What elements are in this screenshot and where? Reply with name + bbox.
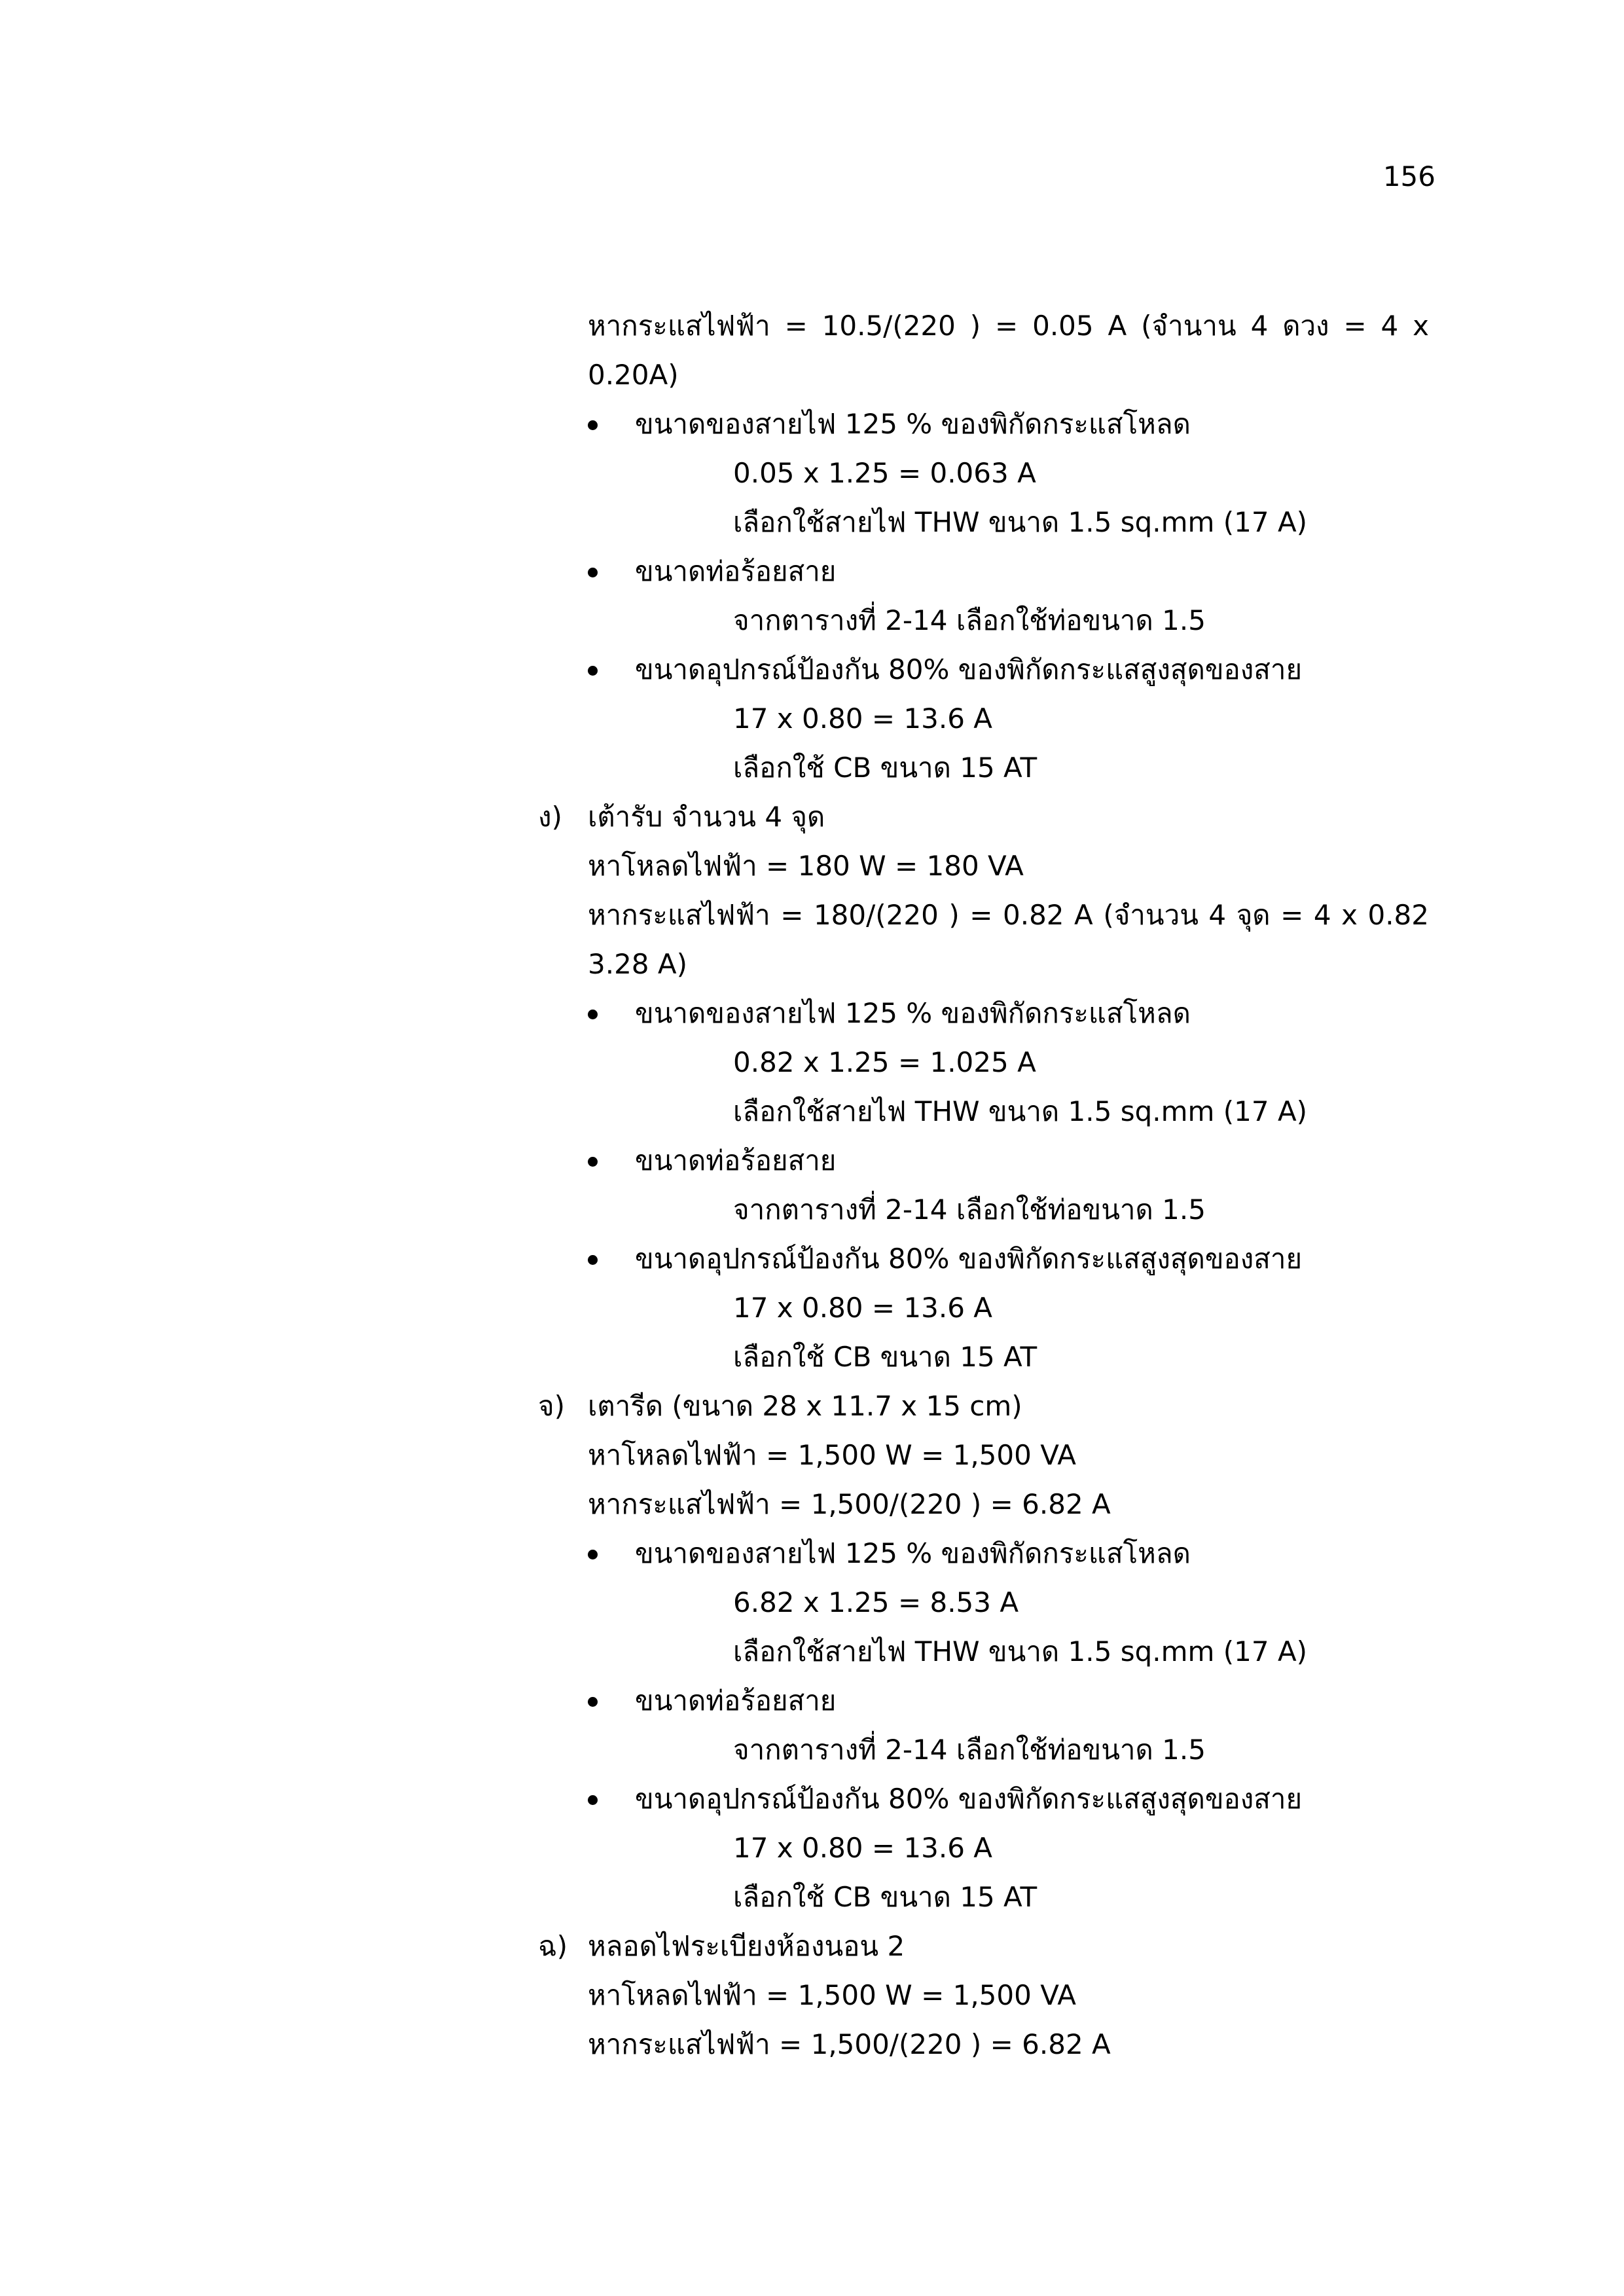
bullet-item bbox=[0, 645, 1624, 694]
calculation-line bbox=[0, 1578, 1624, 1627]
line-text: ขนาดของสายไฟ 125 % ของพิกัดกระแสโหลด bbox=[635, 408, 1191, 440]
body-line bbox=[0, 841, 1624, 890]
line-text: ขนาดท่อร้อยสาย bbox=[635, 555, 837, 587]
line-text: 17 x 0.80 = 13.6 A bbox=[733, 1292, 993, 1324]
calculation-line bbox=[0, 498, 1624, 547]
body-line bbox=[0, 301, 1624, 350]
section-heading bbox=[0, 1381, 1624, 1430]
line-text: ขนาดอุปกรณ์ป้องกัน 80% ของพิกัดกระแสสูงสุดของสาย bbox=[635, 1783, 1303, 1815]
line-text: หากระแสไฟฟ้า = 1,500/(220 ) = 6.82 A bbox=[588, 1488, 1111, 1520]
section-marker: ฉ) bbox=[538, 1930, 568, 1962]
body-line bbox=[0, 890, 1624, 939]
calculation-line bbox=[0, 1087, 1624, 1136]
bullet-item bbox=[0, 399, 1624, 448]
calculation-line bbox=[0, 1823, 1624, 1872]
line-text: หาโหลดไฟฟ้า = 180 W = 180 VA bbox=[588, 850, 1024, 882]
calculation-line bbox=[0, 694, 1624, 743]
line-text: หลอดไฟระเบียงห้องนอน 2 bbox=[588, 1930, 905, 1962]
line-text: 0.82 x 1.25 = 1.025 A bbox=[733, 1046, 1036, 1078]
line-text: ขนาดอุปกรณ์ป้องกัน 80% ของพิกัดกระแสสูงสุดของสาย bbox=[635, 1243, 1303, 1275]
line-text: 17 x 0.80 = 13.6 A bbox=[733, 1832, 993, 1864]
line-text: จากตารางที่ 2-14 เลือกใช้ท่อขนาด 1.5 bbox=[733, 1734, 1206, 1766]
bullet-item bbox=[0, 989, 1624, 1038]
line-text: เลือกใช้สายไฟ THW ขนาด 1.5 sq.mm (17 A) bbox=[733, 1095, 1308, 1127]
section-marker: ง) bbox=[538, 801, 562, 833]
section-heading bbox=[0, 792, 1624, 841]
line-text: จากตารางที่ 2-14 เลือกใช้ท่อขนาด 1.5 bbox=[733, 1194, 1206, 1226]
section-marker: จ) bbox=[538, 1390, 565, 1422]
bullet-item bbox=[0, 1774, 1624, 1823]
line-text: 17 x 0.80 = 13.6 A bbox=[733, 702, 993, 735]
document-body bbox=[0, 301, 1624, 2069]
body-line bbox=[0, 939, 1624, 989]
line-text: ขนาดของสายไฟ 125 % ของพิกัดกระแสโหลด bbox=[635, 997, 1191, 1029]
line-text: เลือกใช้สายไฟ THW ขนาด 1.5 sq.mm (17 A) bbox=[733, 506, 1308, 538]
line-text: จากตารางที่ 2-14 เลือกใช้ท่อขนาด 1.5 bbox=[733, 604, 1206, 636]
body-line bbox=[0, 1480, 1624, 1529]
line-text: ขนาดของสายไฟ 125 % ของพิกัดกระแสโหลด bbox=[635, 1537, 1191, 1569]
page-number: 156 bbox=[1382, 160, 1435, 192]
line-text: หาโหลดไฟฟ้า = 1,500 W = 1,500 VA bbox=[588, 1439, 1076, 1471]
line-text: 3.28 A) bbox=[588, 948, 687, 980]
line-text: เลือกใช้สายไฟ THW ขนาด 1.5 sq.mm (17 A) bbox=[733, 1635, 1308, 1667]
line-text: ขนาดอุปกรณ์ป้องกัน 80% ของพิกัดกระแสสูงสุดของสาย bbox=[635, 653, 1303, 685]
calculation-line bbox=[0, 1872, 1624, 1922]
bullet-item bbox=[0, 1234, 1624, 1283]
bullet-item bbox=[0, 547, 1624, 596]
line-text: เลือกใช้ CB ขนาด 15 AT bbox=[733, 1881, 1038, 1913]
calculation-line bbox=[0, 743, 1624, 792]
calculation-line bbox=[0, 1627, 1624, 1676]
line-text: ขนาดท่อร้อยสาย bbox=[635, 1144, 837, 1176]
line-text: เลือกใช้ CB ขนาด 15 AT bbox=[733, 1341, 1038, 1373]
bullet-item bbox=[0, 1529, 1624, 1578]
line-text: หากระแสไฟฟ้า = 10.5/(220 ) = 0.05 A (จำนาน 4 ดวง = 4 x bbox=[588, 310, 1429, 342]
line-text: ขนาดท่อร้อยสาย bbox=[635, 1685, 837, 1717]
line-text: เตารีด (ขนาด 28 x 11.7 x 15 cm) bbox=[588, 1390, 1022, 1422]
line-text: เลือกใช้ CB ขนาด 15 AT bbox=[733, 752, 1038, 784]
calculation-line bbox=[0, 1038, 1624, 1087]
section-heading bbox=[0, 1922, 1624, 1971]
line-text: หาโหลดไฟฟ้า = 1,500 W = 1,500 VA bbox=[588, 1979, 1076, 2011]
calculation-line bbox=[0, 1283, 1624, 1332]
line-text: 6.82 x 1.25 = 8.53 A bbox=[733, 1586, 1019, 1618]
line-text: หากระแสไฟฟ้า = 180/(220 ) = 0.82 A (จำนวน 4 จุด = 4 x 0.82 bbox=[588, 899, 1429, 931]
calculation-line bbox=[0, 1185, 1624, 1234]
body-line bbox=[0, 1971, 1624, 2020]
body-line bbox=[0, 1430, 1624, 1480]
line-text: เต้ารับ จำนวน 4 จุด bbox=[588, 801, 825, 833]
bullet-item bbox=[0, 1136, 1624, 1185]
calculation-line bbox=[0, 596, 1624, 645]
calculation-line bbox=[0, 448, 1624, 498]
calculation-line bbox=[0, 1725, 1624, 1774]
calculation-line bbox=[0, 1332, 1624, 1381]
body-line bbox=[0, 2020, 1624, 2069]
line-text: 0.20A) bbox=[588, 359, 679, 391]
bullet-item bbox=[0, 1676, 1624, 1725]
line-text: 0.05 x 1.25 = 0.063 A bbox=[733, 457, 1036, 489]
line-text: หากระแสไฟฟ้า = 1,500/(220 ) = 6.82 A bbox=[588, 2028, 1111, 2060]
body-line bbox=[0, 350, 1624, 399]
